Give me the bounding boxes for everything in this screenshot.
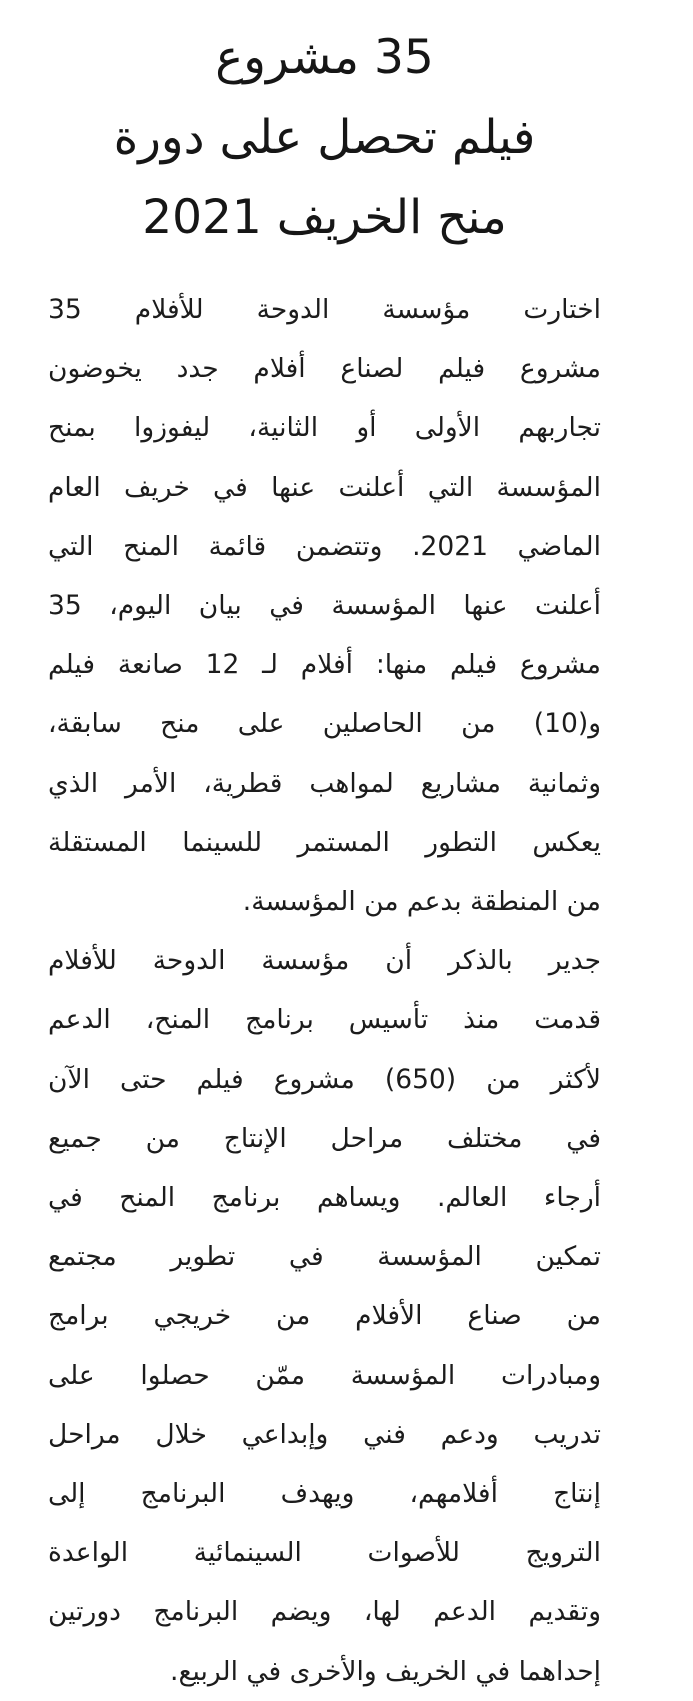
body-line: إحداهما في الخريف والأخرى في الربيع. (170, 1655, 601, 1687)
body-line: مشروع فيلم لصناع أفلام جدد يخوضون (48, 353, 601, 385)
paragraph-1 (48, 280, 601, 931)
body-line: تدريب ودعم فني وإبداعي خلال مراحل (48, 1418, 601, 1450)
body-line: و(10) من الحاصلين على منح سابقة، (48, 708, 601, 740)
article-body (48, 280, 601, 1701)
body-line: مشروع فيلم منها: أفلام لـ 12 صانعة فيلم (48, 649, 601, 681)
body-line: ومبادرات المؤسسة ممّن حصلوا على (48, 1359, 601, 1391)
headline (48, 18, 601, 258)
body-line: المؤسسة التي أعلنت عنها في خريف العام (48, 471, 601, 503)
body-line: أعلنت عنها المؤسسة في بيان اليوم، 35 (48, 590, 601, 622)
body-line: تجاربهم الأولى أو الثانية، ليفوزوا بمنح (48, 412, 601, 444)
body-line: في مختلف مراحل الإنتاج من جميع (48, 1122, 601, 1154)
body-line: من صناع الأفلام من خريجي برامج (48, 1300, 601, 1332)
body-line: الماضي 2021. وتتضمن قائمة المنح التي (48, 530, 601, 562)
body-line: إنتاج أفلامهم، ويهدف البرنامج إلى (48, 1478, 601, 1510)
body-line: لأكثر من (650) مشروع فيلم حتى الآن (48, 1063, 602, 1095)
body-line: من المنطقة بدعم من المؤسسة. (242, 886, 601, 918)
paragraph-2 (48, 931, 601, 1701)
body-line: وتقديم الدعم لها، ويضم البرنامج دورتين (48, 1596, 601, 1628)
body-line: تمكين المؤسسة في تطوير مجتمع (48, 1241, 601, 1273)
headline-line-3: منح الخريف 2021 (142, 190, 507, 245)
body-line: الترويج للأصوات السينمائية الواعدة (48, 1537, 601, 1569)
body-line: وثمانية مشاريع لمواهب قطرية، الأمر الذي (48, 767, 601, 799)
body-line: اختارت مؤسسة الدوحة للأفلام 35 (48, 294, 601, 325)
body-line: جدير بالذكر أن مؤسسة الدوحة للأفلام (48, 945, 601, 977)
headline-line-2: فيلم تحصل على دورة (113, 110, 536, 165)
body-line: أرجاء العالم. ويساهم برنامج المنح في (48, 1182, 601, 1214)
body-line: قدمت منذ تأسيس برنامج المنح، الدعم (48, 1004, 601, 1036)
body-line: يعكس التطور المستمر للسينما المستقلة (48, 826, 601, 858)
headline-line-1: 35 مشروع (215, 30, 434, 85)
